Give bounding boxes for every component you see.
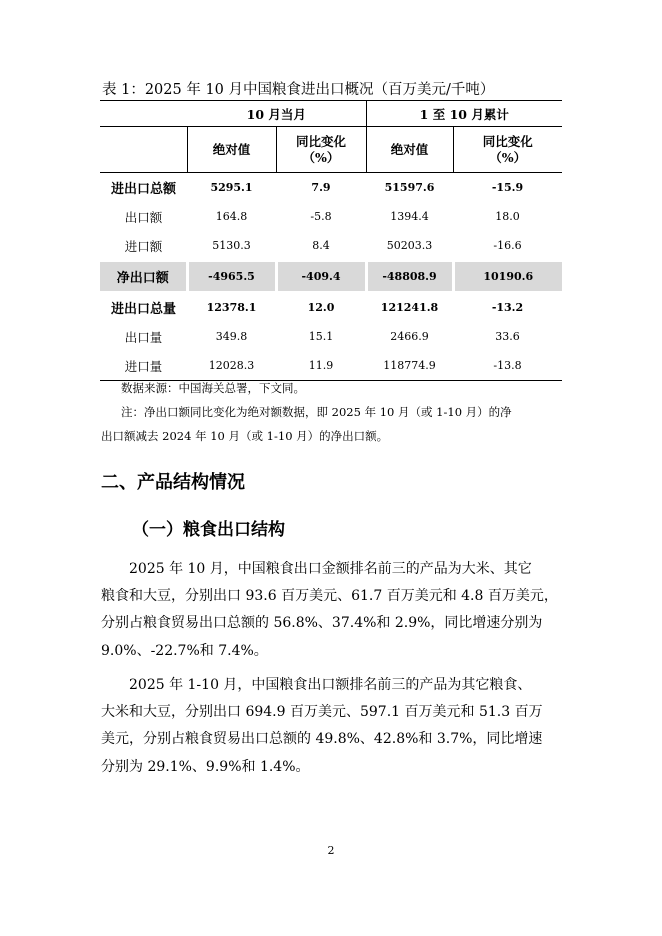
page-number: 2 — [327, 844, 335, 857]
table-row — [100, 292, 562, 322]
cell-oct-yoy: -5.8 — [310, 210, 332, 223]
cell-cum-yoy: 33.6 — [495, 330, 520, 343]
cell-oct-yoy: 15.1 — [308, 330, 334, 343]
cell-cum-yoy: -13.2 — [453, 292, 562, 322]
cell-cum-abs: 50203.3 — [386, 239, 433, 252]
table-row — [100, 322, 562, 351]
table-row — [100, 351, 562, 381]
cell-oct-abs: 349.8 — [215, 330, 248, 343]
cell-cum-abs: 118774.9 — [366, 351, 453, 381]
paragraph-jan-oct — [101, 672, 563, 781]
table-row-highlighted — [100, 261, 562, 292]
header-oct-abs: 绝对值 — [187, 127, 276, 173]
row-label: 进出口总量 — [100, 292, 187, 322]
cell-cum-abs: 1394.4 — [390, 210, 429, 223]
cell-oct-abs: 12378.1 — [187, 292, 276, 322]
header-cum-yoy — [453, 127, 562, 173]
cell-cum-yoy: 18.0 — [495, 210, 520, 223]
paragraph-line: 2025 年 10 月，中国粮食出口金额排名前三的产品为大米、其它 — [129, 561, 532, 577]
grain-trade-table — [100, 100, 562, 381]
subsection-title: （一）粮食出口结构 — [132, 520, 285, 540]
cell-oct-yoy: 8.4 — [312, 239, 330, 252]
yoy-unit: （%） — [489, 149, 527, 165]
row-label: 进口量 — [100, 351, 187, 381]
paragraph-line: 2025 年 1-10 月，中国粮食出口额排名前三的产品为其它粮食、 — [129, 677, 532, 693]
cell-oct-abs: 5295.1 — [210, 181, 253, 194]
paragraph-line: 美元，分别占粮食贸易出口总额的 49.8%、42.8%和 3.7%，同比增速 — [101, 731, 543, 748]
row-label: 净出口额 — [100, 261, 187, 292]
cell-cum-yoy: 10190.6 — [453, 261, 562, 292]
section-title: 二、产品结构情况 — [101, 472, 245, 493]
cell-cum-abs: 121241.8 — [366, 292, 453, 322]
header-cum-abs: 绝对值 — [366, 127, 453, 173]
paragraph-line: 9.0%、-22.7%和 7.4%。 — [101, 642, 268, 659]
corner-cell — [100, 101, 187, 127]
corner-cell — [100, 127, 187, 173]
yoy-unit: （%） — [302, 149, 340, 165]
table-group-header-row — [100, 101, 562, 127]
table-caption: 表 1：2025 年 10 月中国粮食进出口概况（百万美元/千吨） — [102, 82, 495, 98]
row-label: 出口量 — [124, 329, 163, 345]
cell-oct-abs: 164.8 — [215, 210, 248, 223]
cell-oct-yoy: 11.9 — [276, 351, 366, 381]
cell-cum-abs: -48808.9 — [366, 261, 453, 292]
footnote-line: 出口额减去 2024 年 10 月（或 1-10 月）的净出口额。 — [101, 429, 389, 443]
paragraph-line: 分别为 29.1%、9.9%和 1.4%。 — [101, 758, 310, 775]
table-row — [100, 231, 562, 261]
cell-cum-abs: 2466.9 — [390, 330, 429, 343]
cell-cum-yoy: -13.8 — [453, 351, 562, 381]
data-source-note: 数据来源：中国海关总署，下文同。 — [121, 381, 305, 395]
row-label: 进出口总额 — [110, 182, 176, 197]
header-oct-yoy — [276, 127, 366, 173]
paragraph-line: 粮食和大豆，分别出口 93.6 百万美元、61.7 百万美元和 4.8 百万美元， — [101, 588, 558, 605]
cell-oct-abs: -4965.5 — [187, 261, 276, 292]
cell-oct-yoy: 7.9 — [311, 181, 331, 194]
table-sub-header-row — [100, 127, 562, 173]
cell-cum-abs: 51597.6 — [384, 181, 435, 194]
yoy-label: 同比变化 — [295, 133, 346, 149]
footnote-line: 注：净出口额同比变化为绝对额数据，即 2025 年 10 月（或 1-10 月）的净 — [121, 405, 512, 419]
header-jan-oct: 1 至 10 月累计 — [366, 101, 562, 127]
yoy-label: 同比变化 — [482, 133, 533, 149]
paragraph-line: 大米和大豆，分别出口 694.9 百万美元、597.1 百万美元和 51.3 百万 — [101, 704, 543, 721]
row-label: 出口额 — [124, 209, 163, 225]
paragraph-october — [101, 556, 563, 665]
cell-oct-abs: 5130.3 — [212, 239, 251, 252]
table-row — [100, 173, 562, 203]
paragraph-line: 分别占粮食贸易出口总额的 56.8%、37.4%和 2.9%，同比增速分别为 — [101, 615, 543, 632]
cell-oct-yoy: -409.4 — [276, 261, 366, 292]
cell-oct-abs: 12028.3 — [187, 351, 276, 381]
header-october: 10 月当月 — [187, 101, 366, 127]
cell-oct-yoy: 12.0 — [276, 292, 366, 322]
table-row — [100, 202, 562, 231]
cell-cum-yoy: -16.6 — [493, 239, 522, 252]
row-label: 进口额 — [124, 238, 163, 254]
cell-cum-yoy: -15.9 — [491, 181, 524, 194]
